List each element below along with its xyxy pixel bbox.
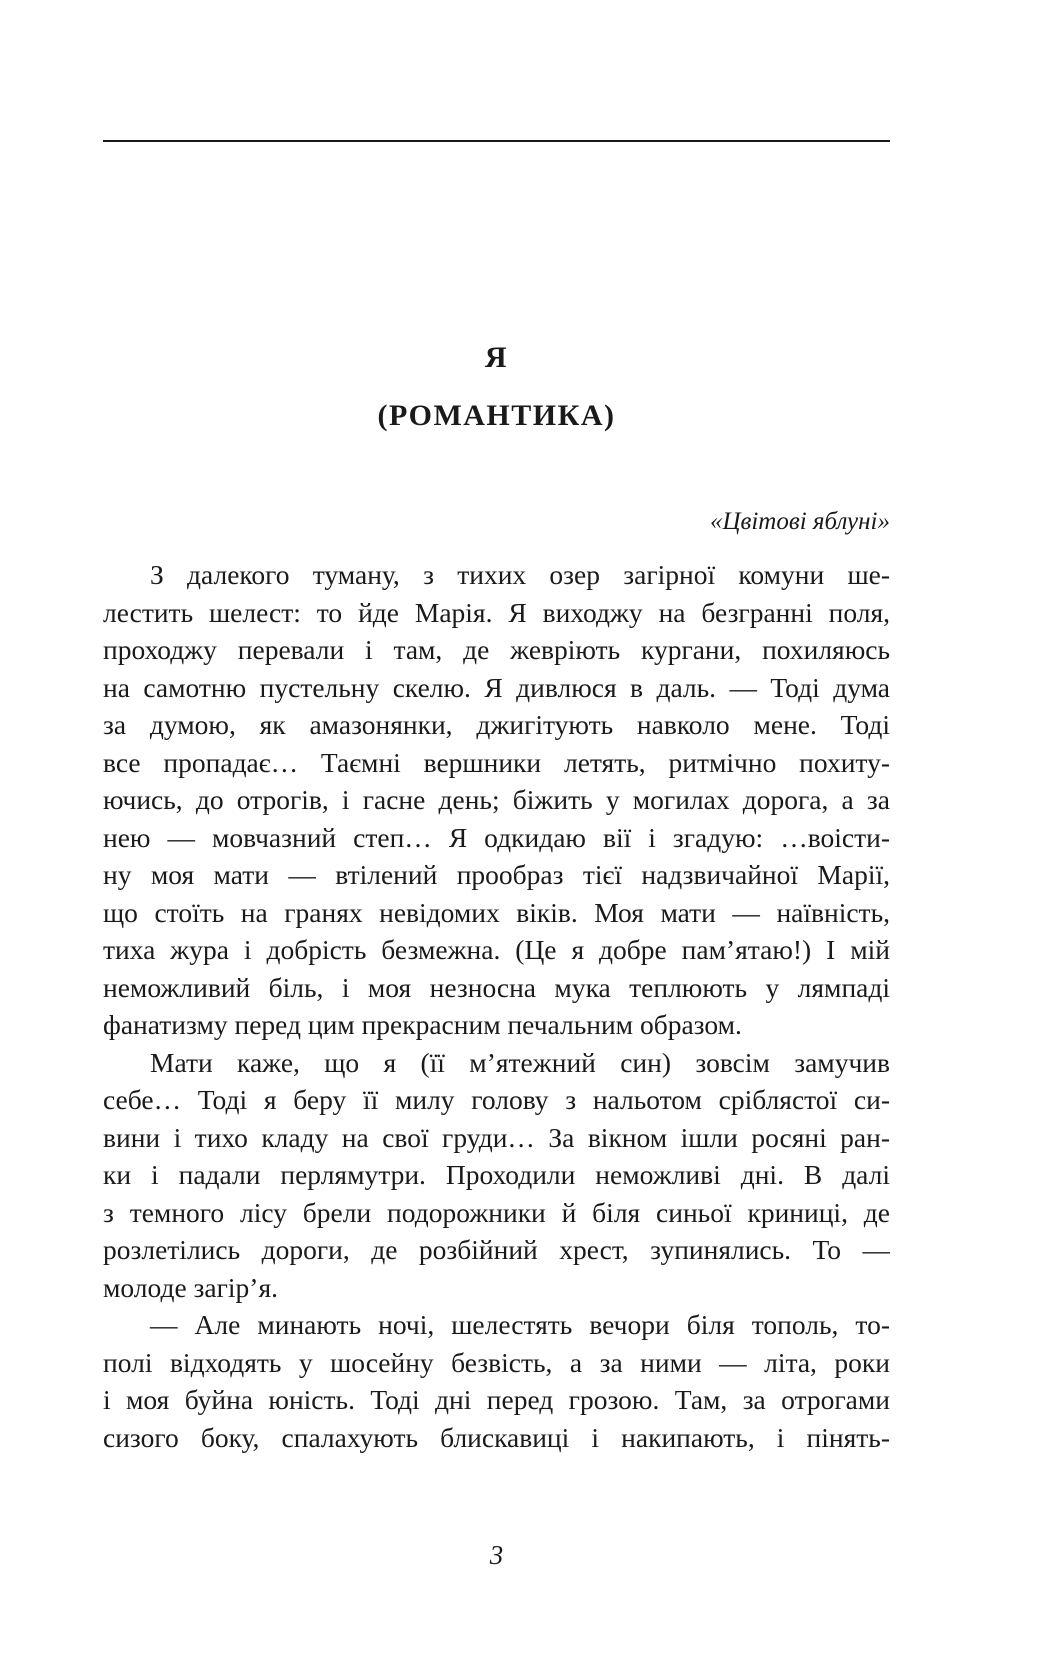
text-line: ну моя мати — втілений прообраз тієї надзвичайної Марії, xyxy=(103,859,890,890)
paragraph xyxy=(103,556,890,1044)
paragraph xyxy=(103,1044,890,1307)
text-line: — Але минають ночі, шелестять вечори біля тополь, то- xyxy=(150,1309,890,1340)
page-number: 3 xyxy=(489,1540,504,1570)
text-line: неможливий біль, і моя незносна мука теплюють у лямпаді xyxy=(103,971,890,1003)
text-line: проходжу перевали і там, де жеврiють кургани, похиляюсь xyxy=(103,634,890,665)
text-line: все пропадає… Таємні вершники летять, ритмічно похиту- xyxy=(103,746,890,778)
chapter-title: Я xyxy=(484,341,509,374)
text-line: і моя буйна юність. Тоді дні перед грозою. Там, за отрогами xyxy=(103,1384,890,1415)
text-line: нею — мовчазний степ… Я одкидаю вії і згадую: …воісти- xyxy=(103,821,890,853)
text-line: молоде загір’я. xyxy=(103,1271,278,1303)
text-line: лестить шелест: то йде Марія. Я виходжу на безгранні поля, xyxy=(103,596,890,628)
text-line: за думою, як амазонянки, джигітують навколо мене. Тоді xyxy=(103,709,890,740)
epigraph: «Цвітові яблуні» xyxy=(709,508,890,535)
body-text xyxy=(103,556,890,1456)
text-line: на самотню пустельну скелю. Я дивлюся в даль. — Тоді дума xyxy=(103,671,890,703)
text-line: З далекого туману, з тихих озер загірної комуни ше- xyxy=(150,559,890,590)
text-line: ки і падали перлямутри. Проходили неможливі дні. В далі xyxy=(103,1159,890,1190)
text-line: себе… Тоді я беру її милу голову з нальотом сріблястої си- xyxy=(103,1084,890,1115)
text-line: тиха жура і добрість безмежна. (Це я добре пам’ятаю!) І мій xyxy=(103,934,890,965)
paragraph xyxy=(103,1306,890,1456)
text-line: полі відходять у шосейну безвість, а за ними — літа, роки xyxy=(103,1346,890,1378)
text-line: з темного лісу брели подорожники й біля синьої криниці, де xyxy=(103,1196,890,1228)
text-line: розлетілись дороги, де розбійний хрест, зупинялись. То — xyxy=(103,1234,890,1265)
text-line: ючись, до отрогів, і гасне день; біжить у могилах дорога, а за xyxy=(103,784,890,815)
text-line: фанатизму перед цим прекрасним печальним образом. xyxy=(103,1009,742,1040)
chapter-heading xyxy=(103,338,890,436)
text-line: сизого боку, спалахують блискавиці і накипають, і пінять- xyxy=(103,1421,890,1453)
text-line: що стоїть на гранях невідомих віків. Моя мати — наївність, xyxy=(103,896,890,928)
chapter-subtitle: (РОМАНТИКА) xyxy=(377,399,616,432)
text-line: Мати каже, що я (її м’ятежний син) зовсім замучив xyxy=(150,1046,890,1078)
text-line: вини і тихо кладу на свої груди… За вікном ішли росяні ран- xyxy=(103,1121,890,1153)
top-rule xyxy=(103,140,890,142)
